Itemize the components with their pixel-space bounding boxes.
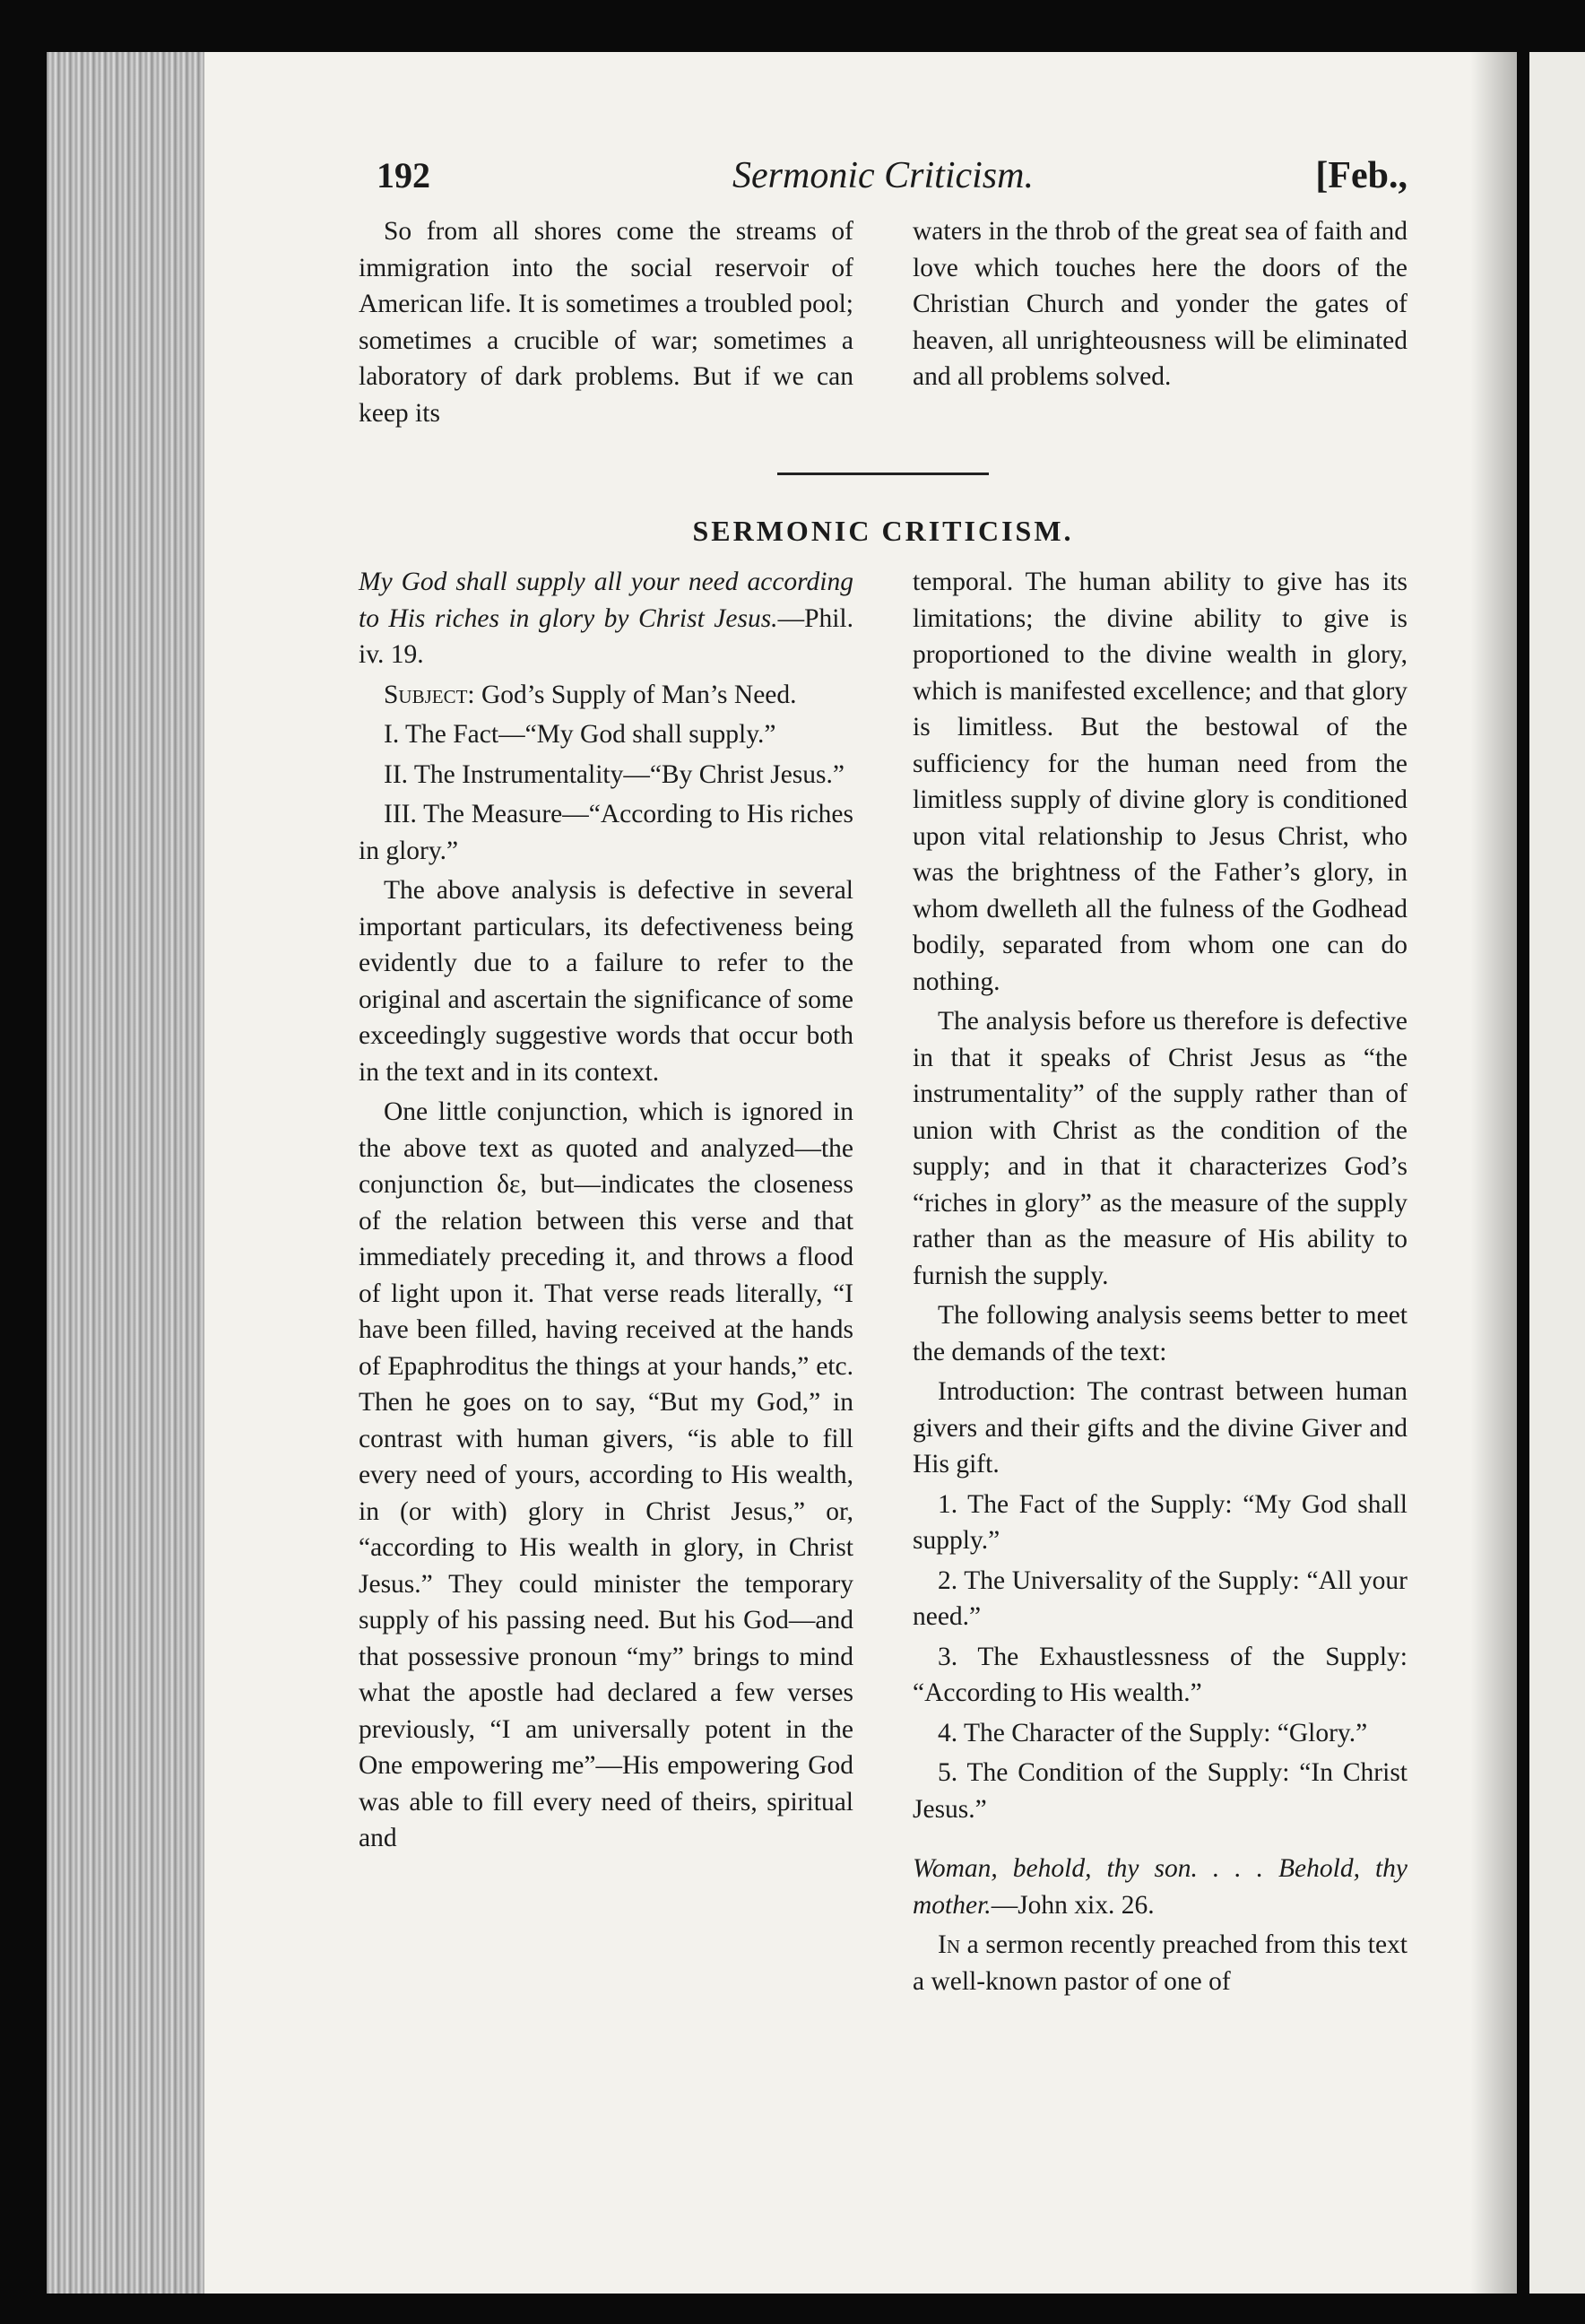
continuation-paragraph: temporal. The human ability to give has its limitations; the divine ability to give is proportioned to the divine wealth in glory, which is manifested excellence; and that glory is limitless. But the bestowal of the sufficiency for the human need from the limitless supply of divine glory is conditioned upon vital relationship to Jesus Christ, who was the brightness of the Father’s glory, in whom dwelleth all the fulness of the Godhead bodily, separated from whom one can do nothing. [913,568,1407,996]
page-number: 192 [377,155,430,195]
second-scripture-reference: —John xix. 26. [991,1890,1155,1920]
running-title: Sermonic Criticism. [732,155,1034,196]
analysis-point-3: 3. The Exhaustlessness of the Supply: “According to His wealth.” [913,1642,1407,1707]
second-scripture-text [913,1851,1407,1923]
second-scripture-quote: Woman, behold, thy son. . . . Behold, thy mother. [913,1854,1407,1920]
running-month: [Feb., [1315,155,1407,196]
page-content [359,151,1407,2003]
analysis-point-5: 5. The Condition of the Supply: “In Christ Jesus.” [913,1758,1407,1824]
outline-item-3: III. The Measure—“According to His riches in glory.” [359,800,853,865]
intro-right-column [913,213,1407,435]
section-divider [777,473,989,475]
right-column [913,564,1407,2003]
intro-columns [359,213,1407,435]
article-columns [359,564,1407,2003]
left-column [359,564,853,2003]
page-edge-stack [47,52,204,2294]
intro-left-column [359,213,853,435]
intro-left-paragraph: So from all shores come the streams of immigration into the social reservoir of American life. It is sometimes a troubled pool; sometimes a crucible of war; sometimes a laboratory of dark problems. But if we can keep its [359,217,853,428]
critique-paragraph-1: The above analysis is defective in several important particulars, its defectiveness being evidently due to a failure to refer to the original and ascertain the significance of some exceedingly suggestive words that occur both in the text and in its context. [359,876,853,1087]
gutter-shadow [1470,52,1517,2294]
analysis-point-4: 4. The Character of the Supply: “Glory.” [938,1718,1368,1747]
spacer [913,1831,1407,1851]
outline-item-1: I. The Fact—“My God shall supply.” [384,720,776,749]
subject-label: Subject [384,680,468,709]
introduction-line: Introduction: The contrast between human givers and their gifts and the divine Giver and His gift. [913,1377,1407,1479]
outline-item-2: II. The Instrumentality—“By Christ Jesus.” [384,759,844,789]
facing-page-edge [1529,52,1585,2294]
intro-right-paragraph: waters in the throb of the great sea of faith and love which touches here the doors of the Christian Church and yonder the gates of heaven, all unrighteousness will be eliminated and all problems solved. [913,217,1407,391]
critique-paragraph-2: One little conjunction, which is ignored in the above text as quoted and analyzed—the conjunction δε, but—indicates the closeness of the relation between this verse and that immediately preceding it, and throws a flood of light upon it. That verse reads literally, “I have been filled, having received at the hands of Epaphroditus the things at your hands,” etc. Then he goes on to say, “But my God,” in contrast with human givers, “is able to fill every need of yours, according to His wealth, in (or with) glory in Christ Jesus,” or, “according to His wealth in glory, in Christ Jesus.” They could minister the temporary supply of his passing need. But his God—and that possessive pronoun “my” brings to mind what the apostle had declared a few verses previously, “I am universally potent in the One empowering me”—His empowering God was able to fill every need of theirs, spiritual and [359,1097,853,1852]
subject-line [359,677,853,714]
analysis-intro-paragraph: The following analysis seems better to meet the demands of the text: [913,1301,1407,1366]
sermon-paragraph [913,1927,1407,1999]
scripture-text [359,564,853,673]
sermon-paragraph-text: a sermon recently preached from this text a well-known pastor of one of [913,1930,1407,1996]
sermon-lead-word: In [938,1930,960,1959]
scripture-quote: My God shall supply all your need according to His riches in glory by Christ Jesus. [359,568,853,633]
analysis-point-1: 1. The Fact of the Supply: “My God shall supply.” [913,1489,1407,1555]
analysis-point-2: 2. The Universality of the Supply: “All your need.” [913,1565,1407,1631]
scripture-reference: —Phil. iv. 19. [359,603,853,669]
section-title: SERMONIC CRITICISM. [692,515,1074,547]
analysis-critique-paragraph: The analysis before us therefore is defective in that it speaks of Christ Jesus as “the instrumentality” of the supply rather than of union with Christ as the condition of the supply; and in that it characterizes God’s “riches in glory” as the measure of the supply rather than as the measure of His ability to furnish the supply. [913,1007,1407,1290]
subject-text: : God’s Supply of Man’s Need. [467,680,797,709]
running-head [359,151,1407,213]
